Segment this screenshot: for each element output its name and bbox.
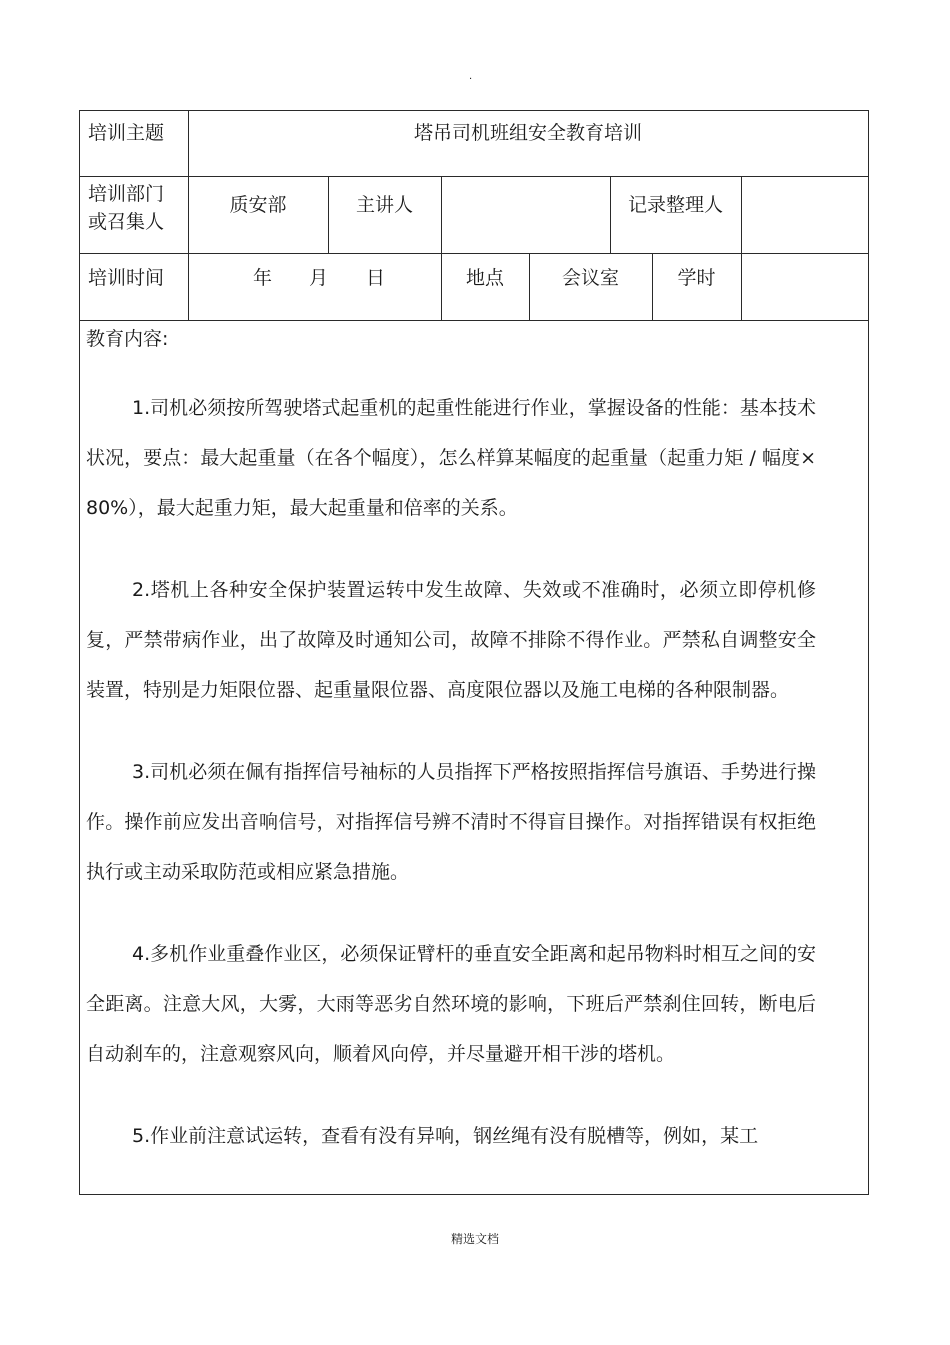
column-divider [188, 253, 189, 320]
department-label [88, 180, 164, 236]
department-label-line2: 或召集人 [88, 211, 165, 233]
column-divider [741, 253, 742, 320]
training-record-table [79, 110, 869, 1195]
date-year: 年 [253, 267, 273, 289]
topic-value: 塔吊司机班组安全教育培训 [413, 122, 642, 144]
speaker-label: 主讲人 [355, 194, 413, 216]
recorder-label: 记录整理人 [627, 194, 723, 216]
education-content [86, 325, 816, 1161]
row-divider [80, 320, 868, 321]
hours-label: 学时 [677, 267, 716, 289]
time-label: 培训时间 [88, 267, 165, 289]
page-footer: 精选文档 [450, 1232, 499, 1246]
location-value: 会议室 [561, 267, 619, 289]
row-divider [80, 176, 868, 177]
department-label-line1: 培训部门 [88, 183, 165, 205]
column-divider [741, 176, 742, 253]
row-divider [80, 253, 868, 254]
date-day: 日 [366, 267, 386, 289]
page-marker: . [469, 71, 473, 82]
content-paragraph-5: 5.作业前注意试运转，查看有没有异响，钢丝绳有没有脱槽等，例如，某工 [132, 1125, 759, 1147]
content-heading: 教育内容: [86, 328, 169, 350]
location-label: 地点 [465, 267, 504, 289]
topic-label: 培训主题 [88, 122, 165, 144]
content-paragraph-1: 1.司机必须按所驾驶塔式起重机的起重性能进行作业，掌握设备的性能：基本技术状况，要点：最大起重量（在各个幅度），怎么样算某幅度的起重量（起重力矩 / 幅度× 80%），最大起重力矩，最大起重量和倍率的关系。 [86, 397, 816, 519]
column-divider [441, 176, 442, 253]
content-paragraph-2: 2.塔机上各种安全保护装置运转中发生故障、失效或不准确时，必须立即停机修复，严禁带病作业，出了故障及时通知公司，故障不排除不得作业。严禁私自调整安全装置，特别是力矩限位器、起重量限位器、高度限位器以及施工电梯的各种限制器。 [86, 579, 816, 701]
content-paragraph-3: 3.司机必须在佩有指挥信号袖标的人员指挥下严格按照指挥信号旗语、手势进行操作。操作前应发出音响信号，对指挥信号辨不清时不得盲目操作。对指挥错误有权拒绝执行或主动采取防范或相应紧急措施。 [86, 761, 816, 883]
department-value: 质安部 [229, 194, 287, 216]
content-paragraph-4: 4.多机作业重叠作业区，必须保证臂杆的垂直安全距离和起吊物料时相互之间的安全距离。注意大风，大雾，大雨等恶劣自然环境的影响，下班后严禁刹住回转，断电后自动刹车的，注意观察风向，顺着风向停，并尽量避开相干涉的塔机。 [86, 943, 816, 1065]
date-month: 月 [309, 267, 329, 289]
